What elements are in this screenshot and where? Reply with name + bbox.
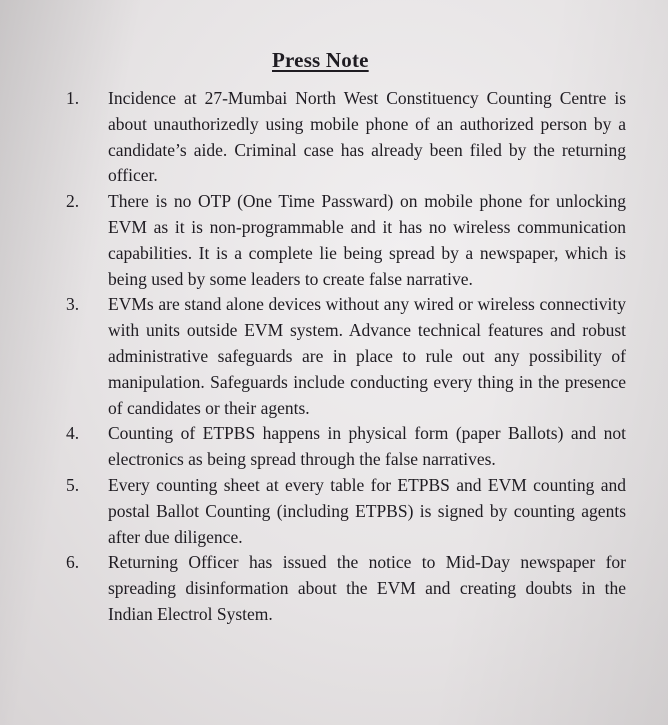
item-text: Incidence at 27-Mumbai North West Constituency Counting Centre is about unauthorizedly using mobile phone of an authorized person by a candidate’s aide. Criminal case has already been filed by the returning officer. — [108, 88, 626, 186]
list-item — [66, 473, 626, 550]
item-number: 2. — [66, 191, 80, 212]
item-number: 4. — [66, 423, 80, 444]
item-text: EVMs are stand alone devices without any wired or wireless connectivity with units outside EVM system. Advance technical features and robust administrative safeguards are in place to rule out any possibility of manipulation. Safeguards include conducting every thing in the presence of candidates or their agents. — [108, 294, 626, 418]
list-item — [66, 189, 626, 292]
item-number: 1. — [66, 88, 80, 108]
item-number: 3. — [66, 294, 80, 315]
item-text: Every counting sheet at every table for ETPBS and EVM counting and postal Ballot Counting (including ETPBS) is signed by counting agents after due diligence. — [108, 474, 626, 547]
item-number: 6. — [66, 552, 80, 573]
item-text: Returning Officer has issued the notice to Mid-Day newspaper for spreading disinformation about the EVM and creating doubts in the Indian Electrol System. — [108, 552, 626, 624]
page-title: Press Note — [272, 48, 369, 72]
numbered-list — [66, 86, 626, 628]
list-item — [66, 550, 626, 627]
item-number: 5. — [66, 474, 80, 495]
item-text: There is no OTP (One Time Passward) on mobile phone for unlocking EVM as it is non-programmable and it has no wireless communication capabilities. It is a complete lie being spread by a newspaper, which is being used by some leaders to create false narrative. — [108, 191, 626, 289]
list-item — [66, 421, 626, 473]
item-text: Counting of ETPBS happens in physical form (paper Ballots) and not electronics as being spread through the false narratives. — [108, 423, 626, 470]
list-item — [66, 86, 626, 189]
list-item — [66, 292, 626, 421]
